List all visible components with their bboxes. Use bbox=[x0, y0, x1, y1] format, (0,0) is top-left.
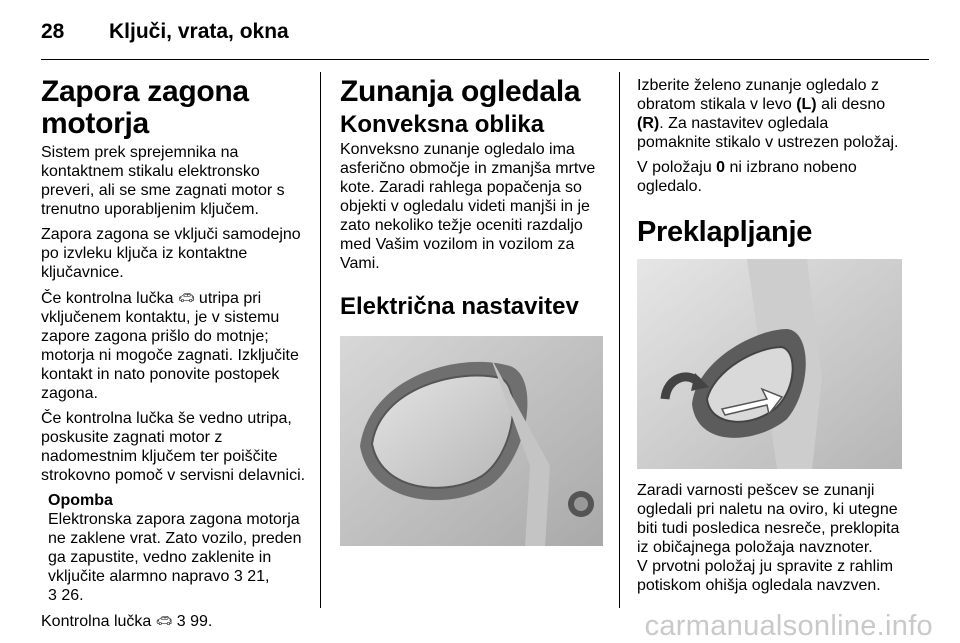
section-heading-immobiliser: Zapora zagona motorja bbox=[41, 75, 249, 140]
page-ref-link[interactable]: 3 21, bbox=[233, 568, 270, 585]
paragraph bbox=[41, 611, 306, 631]
page-ref-link[interactable]: 3 99. bbox=[176, 613, 213, 630]
section-heading-folding: Preklapljanje bbox=[637, 216, 813, 248]
column-2 bbox=[340, 76, 605, 546]
paragraph bbox=[41, 225, 306, 282]
subheading-electric-adjustment: Električna nastavitev bbox=[340, 293, 579, 320]
car-key-lamp-icon: 🚗︎ bbox=[177, 290, 195, 305]
paragraph bbox=[637, 481, 905, 595]
mirror-folding-photo bbox=[637, 259, 902, 469]
switch-right-label: (R) bbox=[637, 115, 660, 132]
car-key-lamp-icon: 🚗︎ bbox=[155, 613, 173, 628]
note-text bbox=[48, 510, 306, 605]
paragraph-text: Zaradi varnosti pešcev se zunanji ogledali pri naletu na oviro, ki utegne biti tudi posledica nesreče, preklopita iz običajnega položaja navznoter. bbox=[637, 482, 900, 556]
paragraph-text: ali desno bbox=[816, 96, 886, 113]
paragraph bbox=[637, 158, 905, 196]
subheading-convex: Konveksna oblika bbox=[340, 111, 545, 138]
paragraph-text: . Za nastavitev ogledala pomaknite stikalo v ustrezen položaj. bbox=[637, 115, 899, 151]
paragraph: Konveksno zunanje ogledalo ima asferično območje in zmanjša mrtve kote. Zaradi rahlega popačenja so objekti v ogledalu videti manjši in je zato nekoliko težje oceniti razdaljo med Vašim vozilom in vozilom za Vami. bbox=[340, 141, 596, 272]
note-block bbox=[48, 491, 306, 605]
note-text-body: Elektronska zapora zagona motorja ne zaklene vrat. Zato vozilo, preden ga zapustite, vedno zaklenite in vključite alarmno napravo bbox=[48, 511, 302, 585]
column-3 bbox=[637, 76, 905, 595]
paragraph-text: V prvotni položaj ju spravite z rahlim potiskom ohišja ogledala navzven. bbox=[637, 558, 894, 594]
column-divider-2 bbox=[619, 72, 620, 608]
mirror-switch-photo bbox=[340, 336, 603, 546]
switch-left-label: (L) bbox=[796, 96, 817, 113]
paragraph bbox=[41, 288, 306, 403]
header-rule bbox=[41, 59, 929, 60]
watermark: carmanualsonline.info bbox=[644, 610, 933, 642]
column-1 bbox=[41, 76, 306, 637]
section-heading-mirrors: Zunanja ogledala bbox=[340, 75, 581, 108]
page-title: Ključi, vrata, okna bbox=[109, 20, 289, 43]
paragraph-text: ni izbrano nobeno ogledalo. bbox=[637, 159, 857, 195]
note-title: Opomba bbox=[48, 492, 113, 509]
paragraph-text: utripa pri vključenem kontaktu, je v sistemu zapore zagona prišlo do motnje; motorja ni mogoče zagnati. Izključite kontakt in nato ponovite postopek zagona. bbox=[41, 290, 299, 402]
paragraph-text: Zapora zagona se vključi samodejno po izvleku ključa iz kontaktne ključavnice. bbox=[41, 226, 301, 281]
paragraph-text: Če kontrolna lučka bbox=[41, 290, 178, 307]
paragraph: Sistem prek sprejemnika na kontaktnem stikalu elektronsko preveri, ali se sme zagnati motor s trenutno uporabljenim ključem. bbox=[41, 144, 285, 218]
page-ref-link[interactable]: 3 26. bbox=[48, 587, 84, 604]
lamp-label: Kontrolna lučka bbox=[41, 613, 152, 630]
column-divider-1 bbox=[320, 72, 321, 608]
paragraph-text: Izberite želeno zunanje ogledalo z obratom stikala v levo bbox=[637, 77, 879, 113]
switch-zero-label: 0 bbox=[716, 159, 726, 176]
paragraph bbox=[637, 76, 905, 152]
paragraph: Če kontrolna lučka še vedno utripa, poskusite zagnati motor z nadomestnim ključem ter poiščite strokovno pomoč v servisni delavnici. bbox=[41, 410, 306, 484]
page-number: 28 bbox=[41, 20, 65, 43]
paragraph-text: V položaju bbox=[637, 159, 717, 176]
